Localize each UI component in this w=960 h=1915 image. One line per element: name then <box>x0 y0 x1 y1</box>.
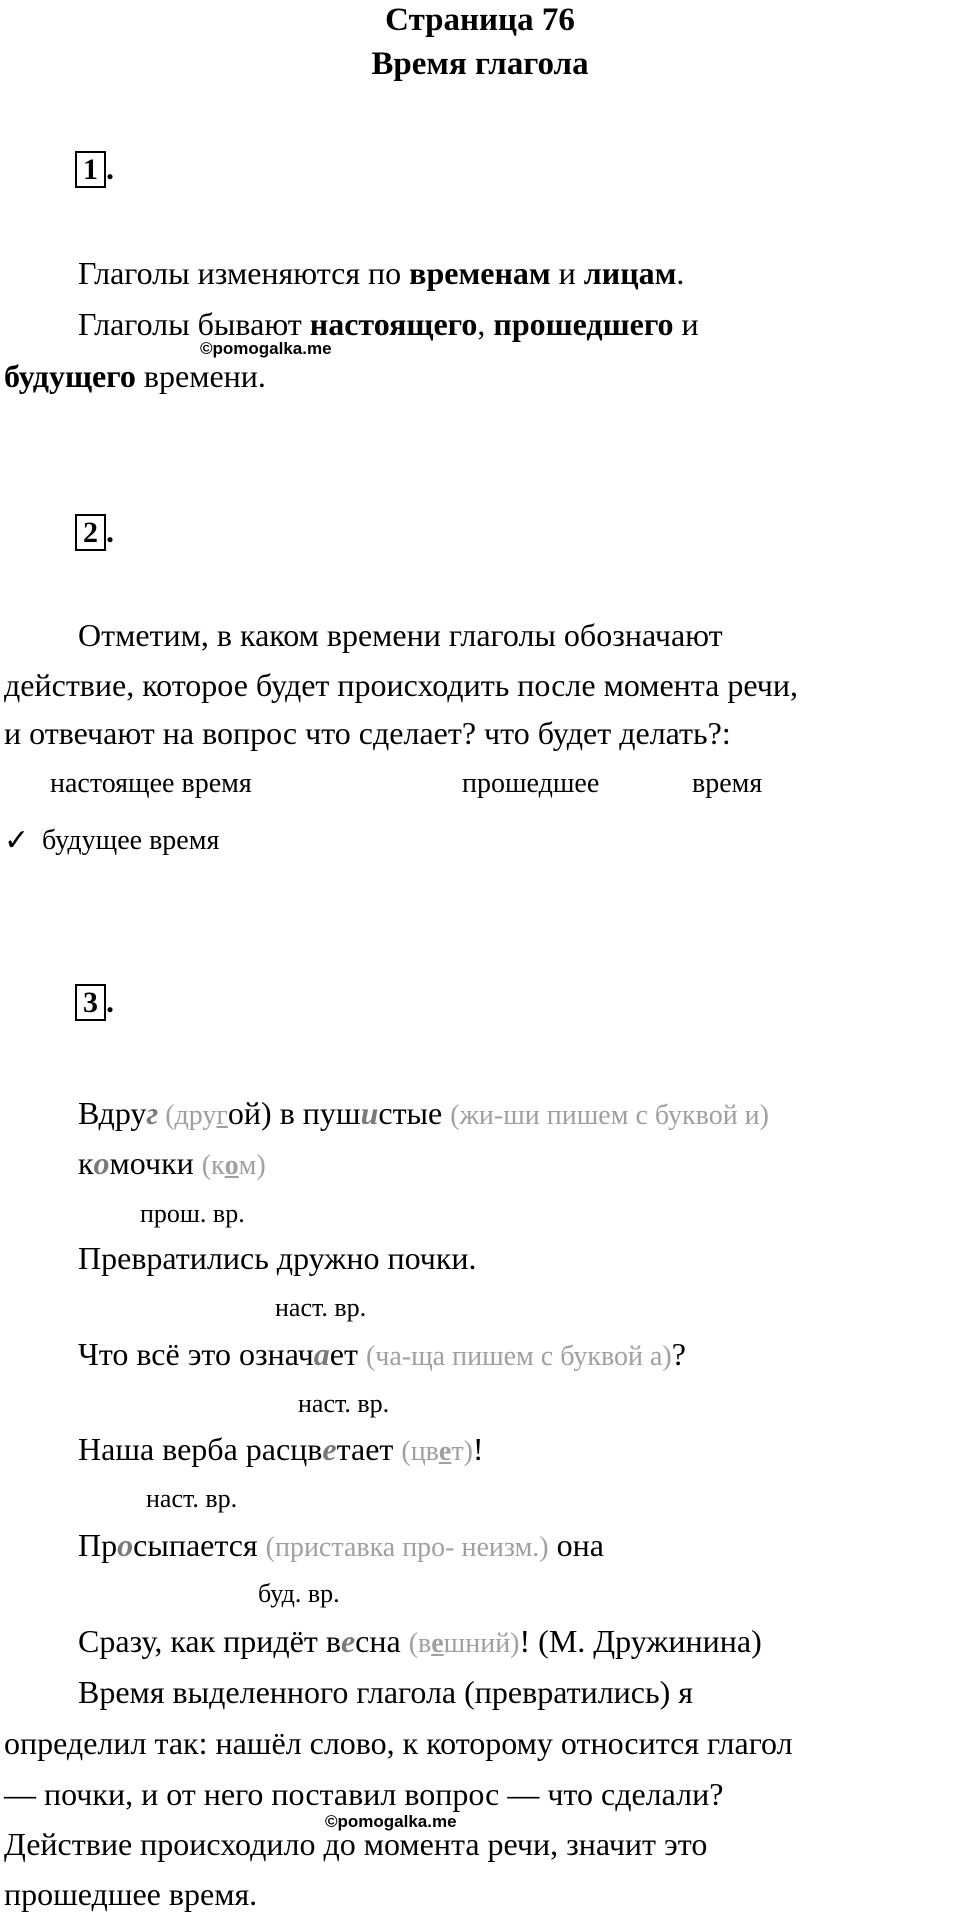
task-2-line-1: Отметим, в каком времени глаголы обозначают <box>78 617 723 653</box>
explanation-line-3: — почки, и от него поставил вопрос — что сделали? <box>4 1776 724 1812</box>
page-number-title: Страница 76 <box>385 2 575 38</box>
task-2-marker: 2 . <box>75 513 114 551</box>
poem-line-4: Что всё это означает (ча-ща пишем с буквой а)? <box>78 1336 686 1372</box>
explanation-line-4: Действие происходило до момента речи, значит это <box>4 1826 708 1862</box>
annotation-future-tense: буд. вр. <box>258 1579 340 1608</box>
task-2-line-3: и отвечают на вопрос что сделает? что будет делать?: <box>4 715 731 751</box>
option-present-tense: настоящее время <box>50 768 252 799</box>
poem-line-2: комочки (ком) <box>78 1145 266 1181</box>
task-1-line-3: будущего времени. <box>4 358 266 394</box>
topic-title: Время глагола <box>371 46 589 82</box>
poem-line-6: Просыпается (приставка про- неизм.) она <box>78 1527 604 1563</box>
explanation-line-2: определил так: нашёл слово, к которому относится глагол <box>4 1725 793 1761</box>
option-future-tense: будущее время <box>42 825 220 856</box>
poem-line-7: Сразу, как придёт весна (вешний)! (М. Дружинина) <box>78 1623 762 1659</box>
task-1-line-2: Глаголы бывают настоящего, прошедшего и <box>78 306 699 342</box>
explanation-line-5: прошедшее время. <box>4 1876 258 1912</box>
explanation-line-1: Время выделенного глагола (превратились) я <box>78 1674 693 1710</box>
poem-line-3: Превратились дружно почки. <box>78 1240 477 1276</box>
annotation-present-tense-2: наст. вр. <box>298 1389 390 1418</box>
task-3-number: 3 <box>75 984 106 1021</box>
annotation-past-tense: прош. вр. <box>140 1199 245 1228</box>
task-2-line-2: действие, которое будет происходить после момента речи, <box>4 667 798 703</box>
task-1-marker: 1 . <box>75 150 114 188</box>
task-3-marker: 3 . <box>75 983 114 1021</box>
annotation-present-tense-1: наст. вр. <box>275 1293 367 1322</box>
annotation-present-tense-3: наст. вр. <box>146 1484 238 1513</box>
watermark: ©pomogalka.me <box>200 339 332 358</box>
watermark: ©pomogalka.me <box>325 1812 457 1831</box>
task-2-number: 2 <box>75 514 106 551</box>
checkmark-icon: ✓ <box>4 824 30 857</box>
poem-line-1: Вдруг (другой) в пушистые (жи-ши пишем с буквой и) <box>78 1095 769 1131</box>
task-1-number: 1 <box>75 151 106 188</box>
poem-line-5: Наша верба расцветает (цвет)! <box>78 1431 484 1467</box>
task-1-line-1: Глаголы изменяются по временам и лицам. <box>78 255 685 291</box>
option-past-tense-word: время <box>692 768 763 799</box>
option-past-tense: прошедшее <box>462 768 600 799</box>
